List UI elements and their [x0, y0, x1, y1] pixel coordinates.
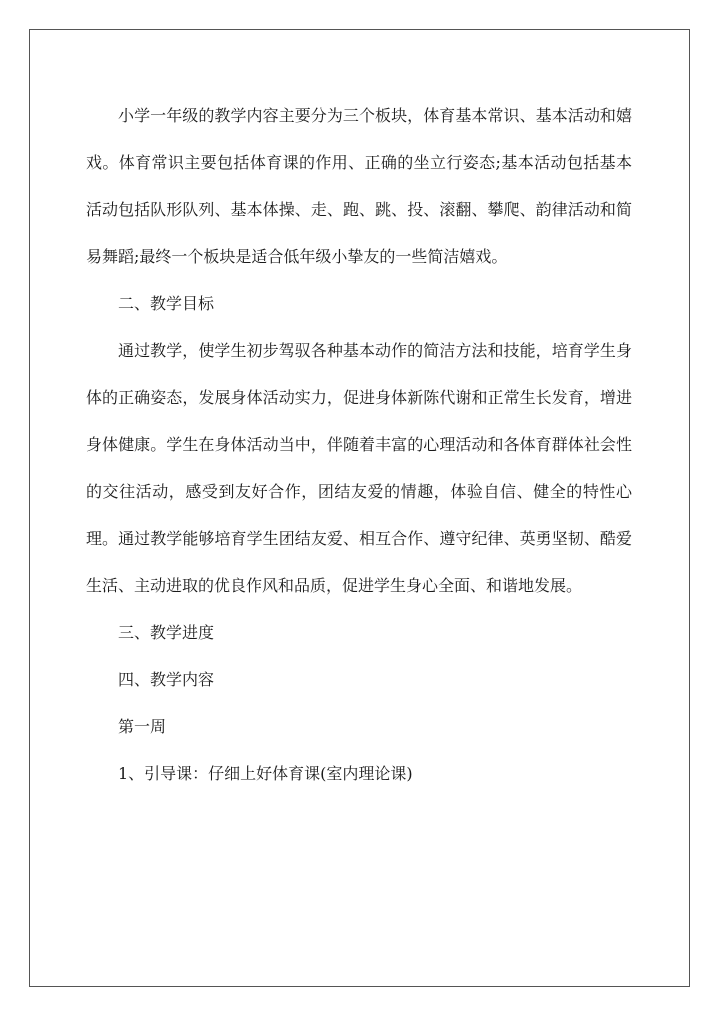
paragraph-teaching-goals: 通过教学，使学生初步驾驭各种基本动作的简洁方法和技能，培育学生身体的正确姿态，发展身体活动实力，促进身体新陈代谢和正常生长发育，增进身体健康。学生在身体活动当中，伴随着丰富的心理活动和各体育群体社会性的交往活动，感受到友好合作，团结友爱的情趣，体验自信、健全的特性心理。通过教学能够培育学生团结友爱、相互合作、遵守纪律、英勇坚韧、酷爱生活、主动进取的优良作风和品质，促进学生身心全面、和谐地发展。 [86, 341, 632, 595]
lesson-item: 1、引导课：仔细上好体育课(室内理论课) [118, 764, 413, 783]
section-heading-teaching-goals: 二、教学目标 [118, 294, 215, 313]
document-body [86, 92, 632, 797]
paragraph-curriculum-overview: 小学一年级的教学内容主要分为三个板块，体育基本常识、基本活动和嬉戏。体育常识主要包括体育课的作用、正确的坐立行姿态;基本活动包括基本活动包括队形队列、基本体操、走、跑、跳、投、滚翻、攀爬、韵律活动和简易舞蹈;最终一个板块是适合低年级小挚友的一些简洁嬉戏。 [86, 106, 632, 266]
week-heading: 第一周 [118, 717, 167, 736]
section-heading-teaching-schedule: 三、教学进度 [118, 623, 215, 642]
section-heading-teaching-content: 四、教学内容 [118, 670, 215, 689]
